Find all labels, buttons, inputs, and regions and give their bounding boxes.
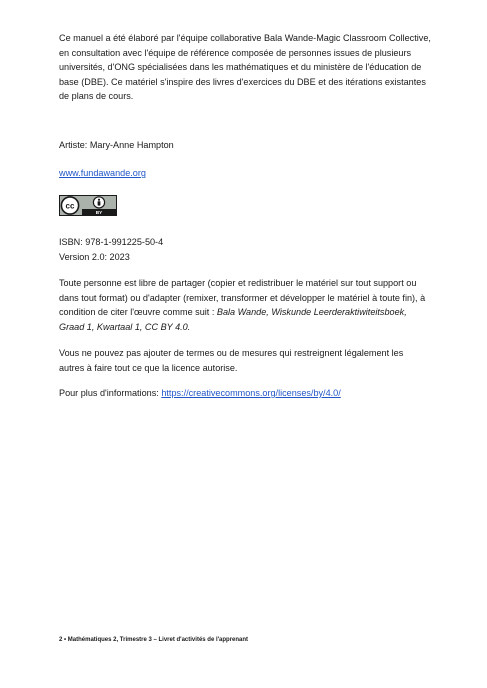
cc-by-license-badge [59, 195, 117, 221]
footer-page-number: 2 [59, 637, 63, 643]
artist-text: Artiste: Mary-Anne Hampton [59, 140, 174, 150]
restriction-paragraph [59, 346, 431, 375]
page-footer [59, 636, 248, 644]
version-text: Version 2.0: 2023 [59, 251, 130, 262]
footer-separator: • [64, 637, 67, 643]
website-link[interactable]: www.fundawande.org [59, 168, 146, 178]
artist-credit [59, 138, 431, 153]
person-head-icon [98, 199, 100, 201]
more-info-wrapper [59, 386, 431, 401]
share-paragraph [59, 276, 431, 334]
share-text-wrapper [59, 276, 431, 334]
footer-title: Mathématiques 2, Trimestre 3 – Livret d'activités de l'apprenant [67, 637, 249, 643]
more-info-label: Pour plus d'informations: [59, 388, 162, 398]
website-line [59, 166, 431, 181]
intro-paragraph [59, 31, 431, 104]
isbn-text: ISBN: 978-1-991225-50-4 [59, 237, 164, 247]
share-citation: Bala Wande, Wiskunde Leerderaktiwiteitsboek, Graad 1, Kwartaal 1, CC BY 4.0. [59, 307, 407, 332]
cc-by-badge-graphic [59, 195, 117, 216]
more-info-line [59, 386, 431, 401]
license-url-link[interactable]: https://creativecommons.org/licenses/by/4.0/ [161, 388, 341, 398]
share-text: Toute personne est libre de partager (copier et redistribuer le matériel sur tout support ou dans tout format) ou d'adapter (remixer, transformer et développer le matériel à toute fin), à condition de citer l'œuvre comme suit : [59, 278, 426, 317]
person-body-icon [98, 201, 101, 205]
by-label: BY [95, 210, 103, 215]
isbn-version-block [59, 235, 431, 264]
restriction-text: Vous ne pouvez pas ajouter de termes ou de mesures qui restreignent légalement les autres à faire tout ce que la licence autorise. [59, 348, 404, 373]
intro-text: Ce manuel a été élaboré par l'équipe collaborative Bala Wande-Magic Classroom Collective, en consultation avec l'équipe de référence composée de personnes issues de plusieurs universités, d'ONG spécialisées dans les mathématiques et du ministère de l'éducation de base (DBE). Ce matériel s'inspire des livres d'exercices du DBE et des itérations existantes de plans de cours. [59, 33, 431, 101]
cc-icon-label: cc [65, 201, 75, 211]
